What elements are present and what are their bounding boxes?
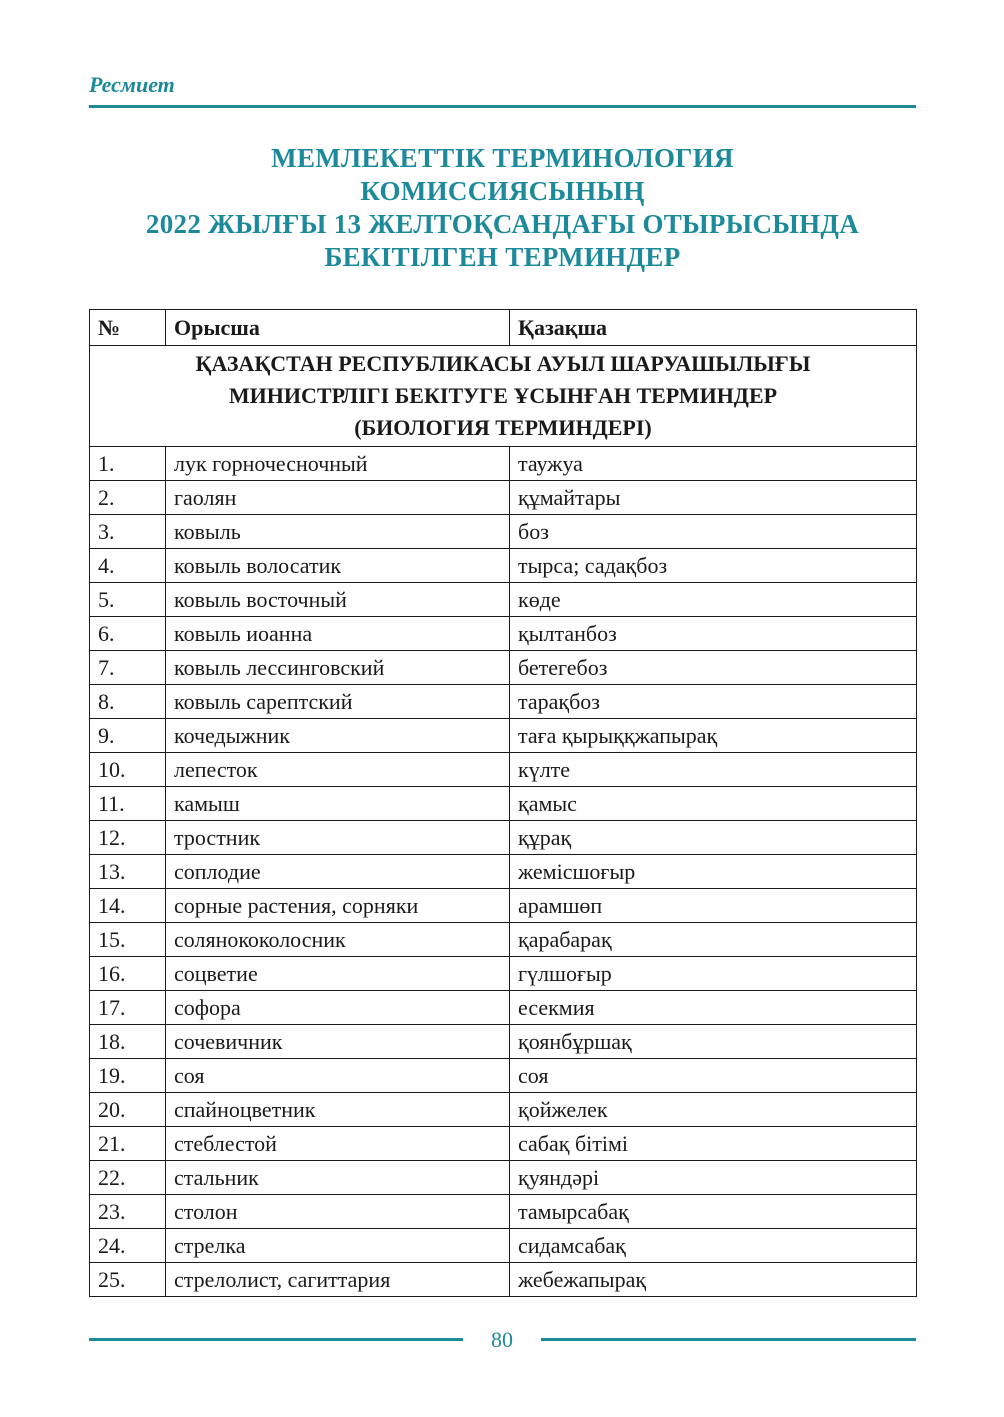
table-row xyxy=(90,787,917,821)
cell-kazakh: гүлшоғыр xyxy=(510,957,917,991)
table-row xyxy=(90,651,917,685)
cell-number: 18. xyxy=(90,1025,166,1059)
cell-russian: ковыль сарептский xyxy=(166,685,510,719)
section-label: Ресмиет xyxy=(89,72,175,97)
table-row xyxy=(90,719,917,753)
cell-number: 20. xyxy=(90,1093,166,1127)
cell-number: 6. xyxy=(90,617,166,651)
cell-number: 7. xyxy=(90,651,166,685)
table-row xyxy=(90,821,917,855)
table-row xyxy=(90,1263,917,1297)
cell-kazakh: таға қырыққжапырақ xyxy=(510,719,917,753)
cell-number: 2. xyxy=(90,481,166,515)
cell-kazakh: соя xyxy=(510,1059,917,1093)
cell-number: 25. xyxy=(90,1263,166,1297)
table-row xyxy=(90,923,917,957)
cell-russian: стрелка xyxy=(166,1229,510,1263)
title-line: КОМИССИЯСЫНЫҢ xyxy=(360,176,645,206)
cell-number: 14. xyxy=(90,889,166,923)
cell-russian: ковыль волосатик xyxy=(166,549,510,583)
section-heading-line: ҚАЗАҚСТАН РЕСПУБЛИКАСЫ АУЫЛ ШАРУАШЫЛЫҒЫ xyxy=(195,351,811,376)
cell-kazakh: жемісшоғыр xyxy=(510,855,917,889)
cell-number: 23. xyxy=(90,1195,166,1229)
cell-number: 11. xyxy=(90,787,166,821)
table-row xyxy=(90,1093,917,1127)
page-number: 80 xyxy=(491,1327,513,1352)
title-line: БЕКІТІЛГЕН ТЕРМИНДЕР xyxy=(324,242,681,272)
column-header-kazakh: Қазақша xyxy=(510,310,917,346)
cell-kazakh: таужуа xyxy=(510,447,917,481)
cell-russian: сорные растения, сорняки xyxy=(166,889,510,923)
cell-number: 1. xyxy=(90,447,166,481)
cell-number: 16. xyxy=(90,957,166,991)
cell-number: 5. xyxy=(90,583,166,617)
cell-kazakh: қуяндәрі xyxy=(510,1161,917,1195)
terms-table xyxy=(89,309,917,1297)
page-title xyxy=(89,142,916,274)
cell-number: 3. xyxy=(90,515,166,549)
table-row xyxy=(90,685,917,719)
table-row xyxy=(90,991,917,1025)
cell-kazakh: тырса; садақбоз xyxy=(510,549,917,583)
cell-kazakh: бетегебоз xyxy=(510,651,917,685)
cell-russian: соя xyxy=(166,1059,510,1093)
title-line: 2022 ЖЫЛҒЫ 13 ЖЕЛТОҚСАНДАҒЫ ОТЫРЫСЫНДА xyxy=(145,209,860,239)
column-header-russian: Орысша xyxy=(166,310,510,346)
cell-russian: спайноцветник xyxy=(166,1093,510,1127)
cell-number: 22. xyxy=(90,1161,166,1195)
cell-kazakh: көде xyxy=(510,583,917,617)
footer-rule-right xyxy=(541,1338,916,1341)
cell-russian: ковыль восточный xyxy=(166,583,510,617)
cell-russian: солянококолосник xyxy=(166,923,510,957)
cell-number: 19. xyxy=(90,1059,166,1093)
cell-kazakh: тарақбоз xyxy=(510,685,917,719)
table-row xyxy=(90,1127,917,1161)
cell-kazakh: қойжелек xyxy=(510,1093,917,1127)
cell-kazakh: қамыс xyxy=(510,787,917,821)
table-header-row xyxy=(90,310,917,346)
cell-number: 24. xyxy=(90,1229,166,1263)
cell-russian: стальник xyxy=(166,1161,510,1195)
cell-kazakh: құрақ xyxy=(510,821,917,855)
cell-number: 15. xyxy=(90,923,166,957)
cell-number: 4. xyxy=(90,549,166,583)
cell-russian: тростник xyxy=(166,821,510,855)
cell-number: 9. xyxy=(90,719,166,753)
header-rule xyxy=(89,105,916,108)
table-row xyxy=(90,481,917,515)
column-header-number: № xyxy=(90,310,166,346)
table-row xyxy=(90,617,917,651)
cell-russian: соцветие xyxy=(166,957,510,991)
table-row xyxy=(90,447,917,481)
cell-russian: соплодие xyxy=(166,855,510,889)
cell-number: 8. xyxy=(90,685,166,719)
table-row xyxy=(90,1195,917,1229)
title-line: МЕМЛЕКЕТТІК ТЕРМИНОЛОГИЯ xyxy=(271,143,734,173)
cell-russian: ковыль иоанна xyxy=(166,617,510,651)
cell-kazakh: қоянбұршақ xyxy=(510,1025,917,1059)
cell-kazakh: тамырсабақ xyxy=(510,1195,917,1229)
section-heading-row xyxy=(90,346,917,447)
table-row xyxy=(90,583,917,617)
table-row xyxy=(90,1059,917,1093)
cell-kazakh: құмайтары xyxy=(510,481,917,515)
cell-russian: стеблестой xyxy=(166,1127,510,1161)
cell-russian: ковыль лессинговский xyxy=(166,651,510,685)
cell-number: 10. xyxy=(90,753,166,787)
cell-kazakh: сидамсабақ xyxy=(510,1229,917,1263)
table-row xyxy=(90,855,917,889)
cell-russian: софора xyxy=(166,991,510,1025)
table-row xyxy=(90,1161,917,1195)
cell-kazakh: сабақ бітімі xyxy=(510,1127,917,1161)
cell-kazakh: қарабарақ xyxy=(510,923,917,957)
cell-number: 21. xyxy=(90,1127,166,1161)
cell-kazakh: арамшөп xyxy=(510,889,917,923)
cell-russian: ковыль xyxy=(166,515,510,549)
table-row xyxy=(90,549,917,583)
cell-kazakh: жебежапырақ xyxy=(510,1263,917,1297)
table-row xyxy=(90,957,917,991)
cell-russian: камыш xyxy=(166,787,510,821)
cell-russian: кочедыжник xyxy=(166,719,510,753)
table-row xyxy=(90,753,917,787)
section-heading-line: МИНИСТРЛІГІ БЕКІТУГЕ ҰСЫНҒАН ТЕРМИНДЕР xyxy=(228,383,778,408)
table-row xyxy=(90,1025,917,1059)
cell-russian: столон xyxy=(166,1195,510,1229)
cell-kazakh: күлте xyxy=(510,753,917,787)
cell-number: 12. xyxy=(90,821,166,855)
cell-number: 17. xyxy=(90,991,166,1025)
cell-kazakh: боз xyxy=(510,515,917,549)
section-heading xyxy=(90,346,917,447)
cell-russian: стрелолист, сагиттария xyxy=(166,1263,510,1297)
section-heading-line: (БИОЛОГИЯ ТЕРМИНДЕРІ) xyxy=(354,415,652,440)
cell-kazakh: қылтанбоз xyxy=(510,617,917,651)
table-row xyxy=(90,515,917,549)
cell-kazakh: есекмия xyxy=(510,991,917,1025)
table-row xyxy=(90,1229,917,1263)
footer-rule-left xyxy=(89,1338,463,1341)
cell-number: 13. xyxy=(90,855,166,889)
cell-russian: сочевичник xyxy=(166,1025,510,1059)
cell-russian: гаолян xyxy=(166,481,510,515)
cell-russian: лук горночесночный xyxy=(166,447,510,481)
cell-russian: лепесток xyxy=(166,753,510,787)
table-row xyxy=(90,889,917,923)
